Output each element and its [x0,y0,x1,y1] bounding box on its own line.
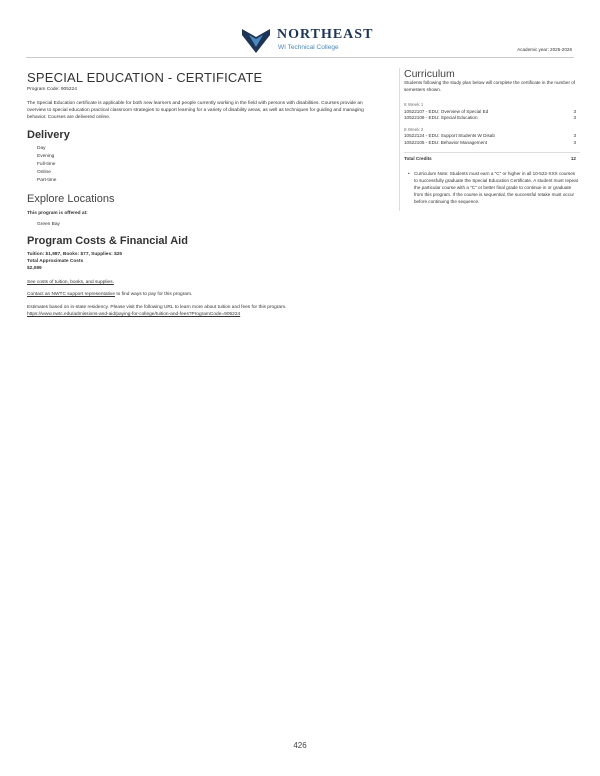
course-credits: 3 [573,133,576,139]
bullet-icon: • [408,171,410,177]
total-credits-row [404,156,580,163]
page-title: SPECIAL EDUCATION - CERTIFICATE [27,70,263,85]
shield-logo-icon [240,26,272,54]
locations-heading: Explore Locations [27,193,115,205]
program-details [27,70,387,318]
curriculum-heading: Curriculum [404,68,455,80]
total-credits-value: 12 [570,155,576,161]
tuition-url-link[interactable]: https://www.nwtc.edu/admissions-and-aid/paying-for-college/tuition-and-fees?ProgramCode=905224 [27,312,241,317]
course-credits: 3 [573,115,576,121]
locations-list [27,221,387,229]
logo-name: NORTHEAST [277,27,374,42]
list-item: Part-time [37,178,57,183]
course-row [404,115,580,122]
curriculum-divider [404,152,580,153]
logo-subtitle: WI Technical College [278,44,339,51]
contact-line [27,291,387,298]
college-logo [240,26,380,56]
header-divider [26,57,574,58]
list-item: Green Bay [37,222,60,227]
course-row [404,133,580,140]
program-code: Program Code: 905224 [27,87,77,92]
term-label: 8 Week 2 [404,126,424,132]
total-costs-value: $2,089 [27,266,42,271]
list-item: Day [37,146,46,151]
course-name: 10522105 - EDU: Behavior Management [404,139,487,145]
costs-link[interactable]: See costs of tuition, books, and supplies. [27,280,114,285]
offered-at-label: This program is offered at: [27,211,88,216]
curriculum-panel [399,68,580,211]
total-costs-label: Total Approximate Costs [27,259,84,264]
course-name: 10522109 - EDU: Special Education [404,115,478,121]
course-credits: 3 [573,139,576,145]
list-item: Full-time [37,162,56,167]
curriculum-intro: Students following the study plan below will complete the certificate in the number of semesters shown. [404,80,576,92]
contact-rest: to find ways to pay for this program. [114,292,193,297]
total-credits-label: Total Credits [404,155,432,161]
estimate-note: Estimates based on in-state residency. Please visit the following URL to learn more about tuition and fees for this program. [27,305,287,310]
term-label: 8 Week 1 [404,102,424,107]
academic-year: Academic year: 2025-2026 [517,47,572,52]
cost-breakdown: Tuition: $1,987, Books: $77, Supplies: $25 [27,252,123,257]
course-row [404,140,580,147]
contact-link[interactable]: Contact an NWTC support representative [27,292,115,297]
page-number: 426 [293,741,307,750]
curriculum-note: • Curriculum Note: Students must earn a "C" or higher in all 10-522-XXX courses to successfully graduate the Special Education Certificate. A student must repeat the particular course with a "C" or better final grade to continue in or graduate from this program. If the course is sequential, the successful retake must occur before continuing the sequence. [408,171,578,205]
list-item: Online [37,170,51,175]
course-row [404,109,580,116]
costs-heading: Program Costs & Financial Aid [27,235,188,247]
list-item: Evening [37,154,55,159]
delivery-list [27,145,387,185]
delivery-heading: Delivery [27,129,70,141]
program-description: The Special Education certificate is applicable for both new learners and people currently working in the field with persons with disabilities. Courses provide an overview to special education practical classroom strategies to support learning for a variety of disability areas, as well as techniques for guiding and managing behavior. Courses are delivered online. [27,101,364,120]
course-credits: 3 [573,108,576,114]
course-name: 10522124 - EDU: Support Students W Disab [404,133,495,139]
course-name: 10522107 - EDU: Overview of Special Ed [404,108,489,114]
